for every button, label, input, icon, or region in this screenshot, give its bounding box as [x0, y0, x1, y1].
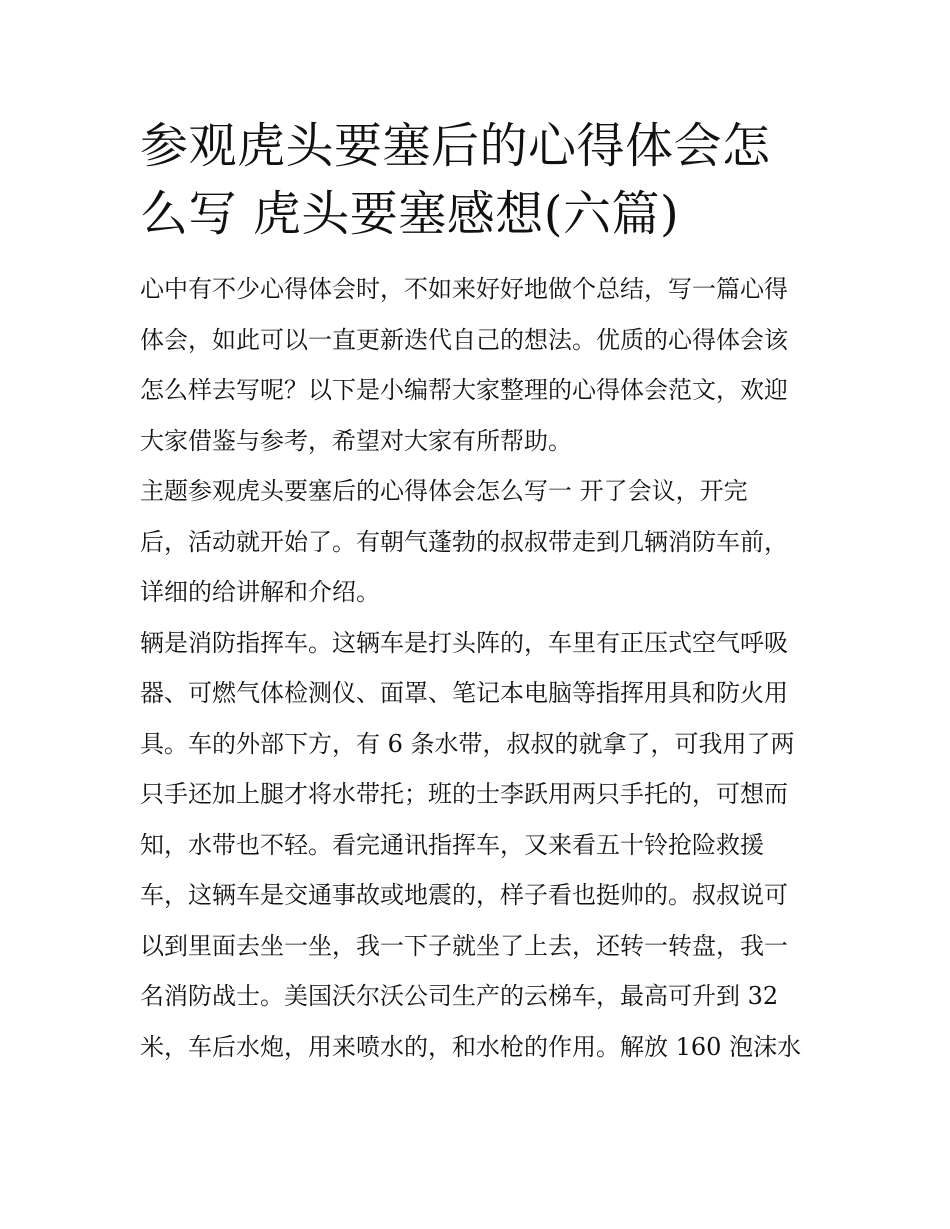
- text-line: 具。车的外部下方，有 6 条水带，叔叔的就拿了，可我用了两: [140, 729, 795, 758]
- text-line: 车，这辆车是交通事故或地震的，样子看也挺帅的。叔叔说可: [140, 881, 788, 909]
- text-line: 怎么样去写呢？以下是小编帮大家整理的心得体会范文，欢迎: [140, 376, 788, 404]
- document-title: [140, 112, 812, 248]
- intro-paragraph: [140, 264, 812, 466]
- text-line: 后，活动就开始了。有朝气蓬勃的叔叔带走到几辆消防车前，: [140, 527, 788, 556]
- text-line: 名消防战士。美国沃尔沃公司生产的云梯车，最高可升到 32: [140, 982, 779, 1010]
- text-line: 心中有不少心得体会时，不如来好好地做个总结，写一篇心得: [140, 275, 788, 303]
- title-line: 么写 虎头要塞感想(六篇): [140, 186, 680, 242]
- text-line: 只手还加上腿才将水带托；班的士李跃用两只手托的，可想而: [140, 780, 788, 808]
- text-line: 知，水带也不轻。看完通讯指挥车，又来看五十铃抢险救援: [140, 830, 764, 859]
- document-page: [140, 112, 812, 1072]
- title-line: 参观虎头要塞后的心得体会怎: [140, 118, 771, 174]
- text-line: 详细的给讲解和介绍。: [140, 578, 380, 606]
- text-line: 主题参观虎头要塞后的心得体会怎么写一 开了会议，开完: [140, 477, 748, 505]
- text-line: 米，车后水炮，用来喷水的，和水枪的作用。解放 160 泡沫水: [140, 1032, 802, 1061]
- text-line: 器、可燃气体检测仪、面罩、笔记本电脑等指挥用具和防火用: [140, 679, 788, 707]
- text-line: 体会，如此可以一直更新迭代自己的想法。优质的心得体会该: [140, 325, 788, 354]
- body-paragraph: [140, 618, 812, 1073]
- text-line: 以到里面去坐一坐，我一下子就坐了上去，还转一转盘，我一: [140, 931, 788, 960]
- section-paragraph: [140, 466, 812, 618]
- text-line: 辆是消防指挥车。这辆车是打头阵的，车里有正压式空气呼吸: [140, 628, 788, 657]
- text-line: 大家借鉴与参考，希望对大家有所帮助。: [140, 426, 572, 455]
